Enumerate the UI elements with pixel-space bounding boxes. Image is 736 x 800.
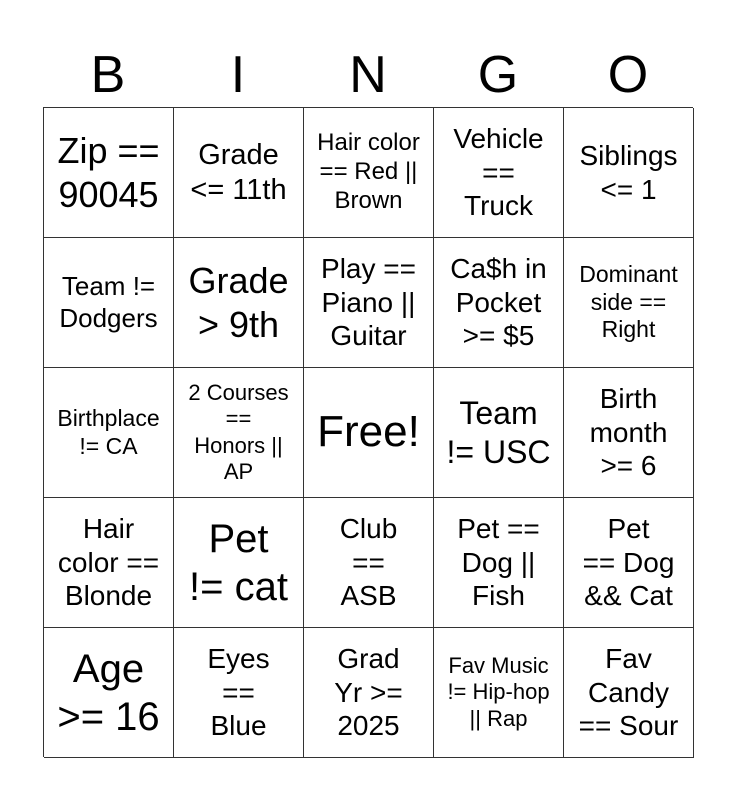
header-letter-n: N (349, 46, 387, 104)
bingo-cell-4-5[interactable]: Pet == Dog && Cat (564, 498, 694, 628)
bingo-cell-1-3[interactable]: Hair color == Red || Brown (304, 108, 434, 238)
bingo-cell-1-1[interactable]: Zip == 90045 (44, 108, 174, 238)
bingo-cell-1-4[interactable]: Vehicle == Truck (434, 108, 564, 238)
bingo-cell-4-2[interactable]: Pet != cat (174, 498, 304, 628)
bingo-cell-5-5[interactable]: Fav Candy == Sour (564, 628, 694, 758)
bingo-cell-1-5[interactable]: Siblings <= 1 (564, 108, 694, 238)
header-letter-g: G (477, 46, 519, 104)
bingo-cell-3-5[interactable]: Birth month >= 6 (564, 368, 694, 498)
bingo-free-space[interactable]: Free! (304, 368, 434, 498)
bingo-cell-5-4[interactable]: Fav Music != Hip-hop || Rap (434, 628, 564, 758)
header-letter-i: I (230, 46, 246, 104)
header-letter-b: B (90, 46, 126, 104)
bingo-cell-5-2[interactable]: Eyes == Blue (174, 628, 304, 758)
header-letter-o: O (607, 46, 649, 104)
bingo-cell-3-1[interactable]: Birthplace != CA (44, 368, 174, 498)
bingo-cell-1-2[interactable]: Grade <= 11th (174, 108, 304, 238)
bingo-cell-5-3[interactable]: Grad Yr >= 2025 (304, 628, 434, 758)
bingo-board (43, 107, 693, 757)
bingo-cell-4-1[interactable]: Hair color == Blonde (44, 498, 174, 628)
bingo-cell-4-4[interactable]: Pet == Dog || Fish (434, 498, 564, 628)
bingo-cell-2-1[interactable]: Team != Dodgers (44, 238, 174, 368)
bingo-cell-2-3[interactable]: Play == Piano || Guitar (304, 238, 434, 368)
bingo-cell-2-4[interactable]: Ca$h in Pocket >= $5 (434, 238, 564, 368)
bingo-cell-4-3[interactable]: Club == ASB (304, 498, 434, 628)
bingo-header (43, 44, 693, 106)
bingo-cell-3-2[interactable]: 2 Courses == Honors || AP (174, 368, 304, 498)
bingo-cell-2-5[interactable]: Dominant side == Right (564, 238, 694, 368)
bingo-cell-5-1[interactable]: Age >= 16 (44, 628, 174, 758)
bingo-cell-3-4[interactable]: Team != USC (434, 368, 564, 498)
bingo-cell-2-2[interactable]: Grade > 9th (174, 238, 304, 368)
